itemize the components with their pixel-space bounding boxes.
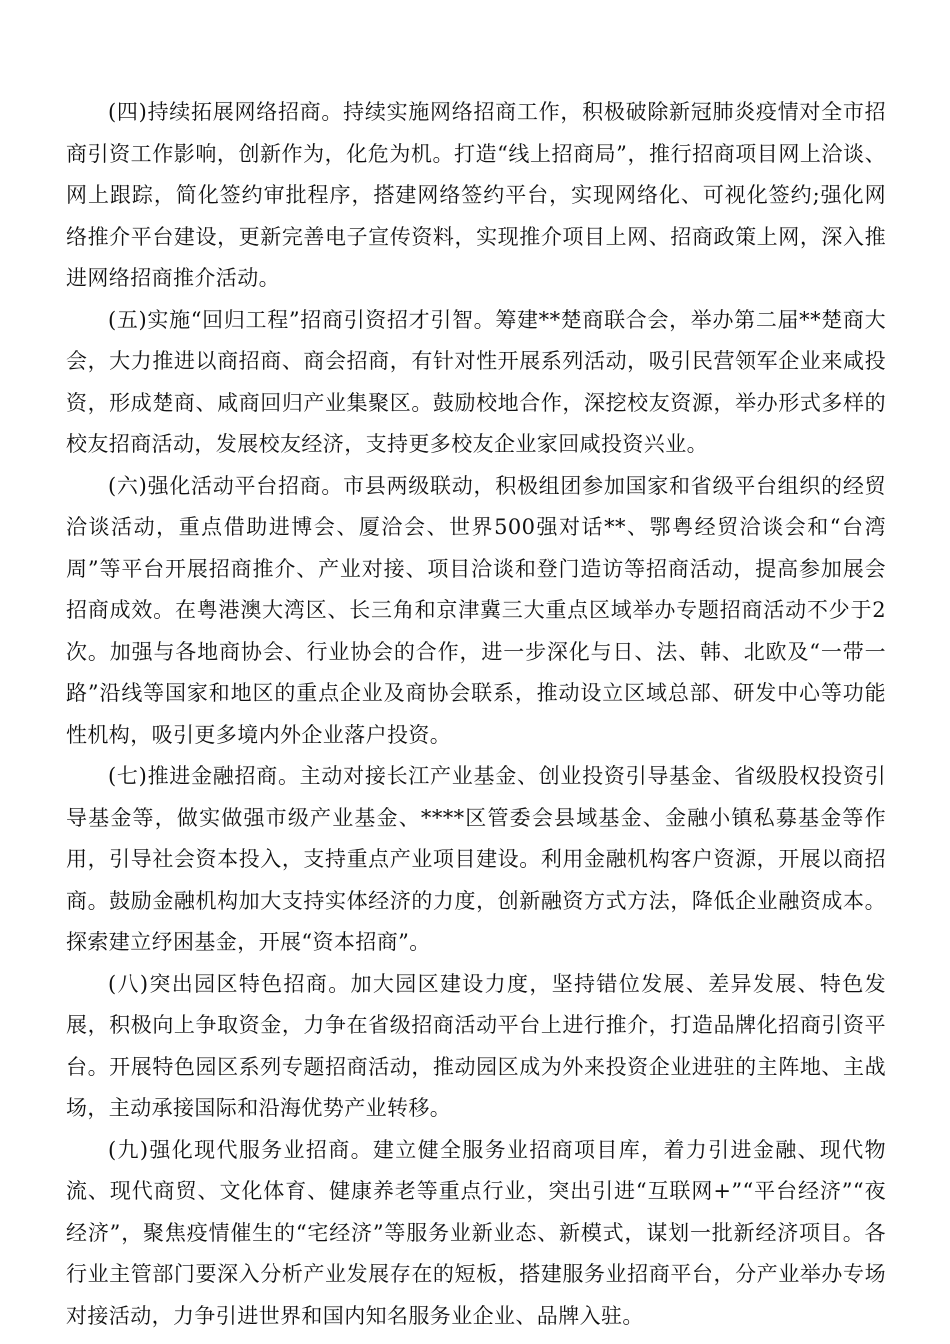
paragraph-park-featured: (八)突出园区特色招商。加大园区建设力度，坚持错位发展、差异发展、特色发展，积极向上争取资金，力争在省级招商活动平台上进行推介，打造品牌化招商引资平台。开展特色园区系列专题招商活动，推动园区成为外来投资企业进驻的主阵地、主战场，主动承接国际和沿海优势产业转移。 — [66, 971, 886, 1120]
paragraph-financial-investment: (七)推进金融招商。主动对接长江产业基金、创业投资引导基金、省级股权投资引导基金等，做实做强市级产业基金、****区管委会县域基金、金融小镇私募基金等作用，引导社会资本投入，支持重点产业项目建设。利用金融机构客户资源，开展以商招商。鼓励金融机构加大支持实体经济的力度，创新融资方式方法，降低企业融资成本。探索建立纾困基金，开展“资本招商”。 — [66, 764, 886, 954]
paragraph-return-project: (五)实施“回归工程”招商引资招才引智。筹建**楚商联合会，举办第二届**楚商大会，大力推进以商招商、商会招商，有针对性开展系列活动，吸引民营领军企业来咸投资，形成楚商、咸商回归产业集聚区。鼓励校地合作，深挖校友资源，举办形式多样的校友招商活动，发展校友经济，支持更多校友企业家回咸投资兴业。 — [66, 307, 886, 456]
paragraph-event-platform: (六)强化活动平台招商。市县两级联动，积极组团参加国家和省级平台组织的经贸洽谈活动，重点借助进博会、厦洽会、世界500强对话**、鄂粤经贸洽谈会和“台湾周”等平台开展招商推介、产业对接、项目洽谈和登门造访等招商活动，提高参加展会招商成效。在粤港澳大湾区、长三角和京津冀三大重点区域举办专题招商活动不少于2次。加强与各地商协会、行业协会的合作，进一步深化与日、法、韩、北欧及“一带一路”沿线等国家和地区的重点企业及商协会联系，推动设立区域总部、研发中心等功能性机构，吸引更多境内外企业落户投资。 — [66, 473, 886, 747]
paragraph-network-investment: (四)持续拓展网络招商。持续实施网络招商工作，积极破除新冠肺炎疫情对全市招商引资工作影响，创新作为，化危为机。打造“线上招商局”，推行招商项目网上洽谈、网上跟踪，简化签约审批程序，搭建网络签约平台，实现网络化、可视化签约;强化网络推介平台建设，更新完善电子宣传资料，实现推介项目上网、招商政策上网，深入推进网络招商推介活动。 — [66, 100, 886, 290]
paragraph-modern-services: (九)强化现代服务业招商。建立健全服务业招商项目库，着力引进金融、现代物流、现代商贸、文化体育、健康养老等重点行业，突出引进“互联网+”“平台经济”“夜经济”，聚焦疫情催生的“宅经济”等服务业新业态、新模式，谋划一批新经济项目。各行业主管部门要深入分析产业发展存在的短板，搭建服务业招商平台，分产业举办专场对接活动，力争引进世界和国内知名服务业企业、品牌入驻。 — [66, 1137, 886, 1328]
document-body — [66, 92, 886, 1337]
